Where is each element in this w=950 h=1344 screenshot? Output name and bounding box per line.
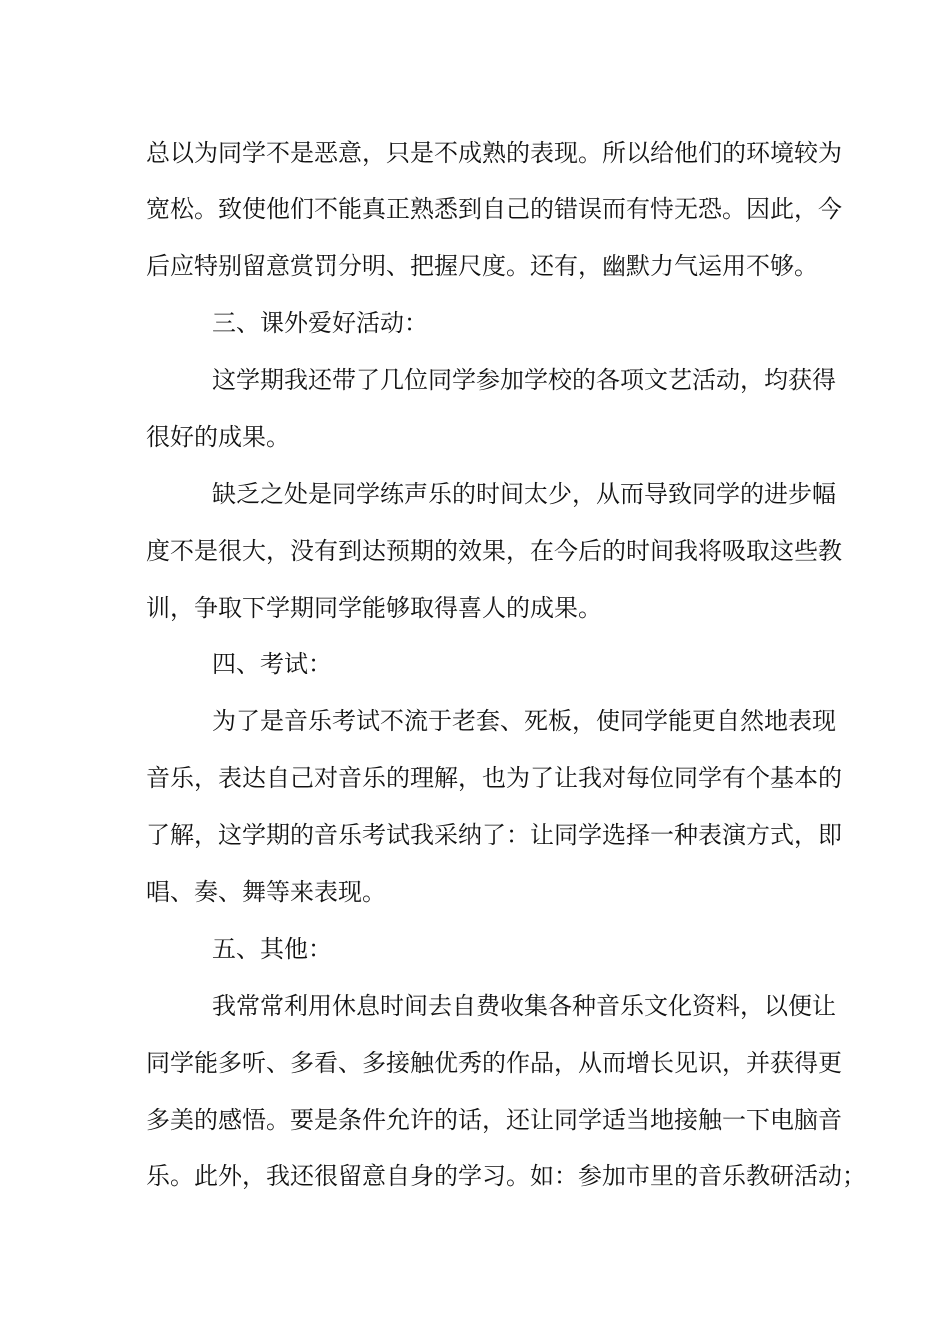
- text-line: 总以为同学不是恶意，只是不成熟的表现。所以给他们的环境较为: [146, 139, 842, 167]
- text-line: 唱、奏、舞等来表现。: [146, 878, 386, 906]
- text-line: 多美的感悟。要是条件允许的话，还让同学适当地接触一下电脑音: [146, 1106, 842, 1134]
- text-line: 了解，这学期的音乐考试我采纳了：让同学选择一种表演方式，即: [146, 821, 842, 849]
- text-line: 宽松。致使他们不能真正熟悉到自己的错误而有恃无恐。因此，今: [146, 195, 842, 223]
- text-line: 乐。此外，我还很留意自身的学习。如：参加市里的音乐教研活动；: [146, 1162, 866, 1190]
- text-line: 度不是很大，没有到达预期的效果，在今后的时间我将吸取这些教: [146, 537, 842, 565]
- section-heading: 四、考试：: [212, 650, 332, 678]
- text-line: 我常常利用休息时间去自费收集各种音乐文化资料，以便让: [212, 992, 836, 1020]
- text-line: 为了是音乐考试不流于老套、死板，使同学能更自然地表现: [212, 707, 836, 735]
- text-line: 训，争取下学期同学能够取得喜人的成果。: [146, 594, 602, 622]
- section-heading: 五、其他：: [212, 935, 332, 963]
- text-line: 缺乏之处是同学练声乐的时间太少，从而导致同学的进步幅: [212, 480, 836, 508]
- section-heading: 三、课外爱好活动：: [212, 309, 428, 337]
- text-line: 很好的成果。: [146, 423, 290, 451]
- text-line: 这学期我还带了几位同学参加学校的各项文艺活动，均获得: [212, 366, 836, 394]
- text-line: 同学能多听、多看、多接触优秀的作品，从而增长见识，并获得更: [146, 1049, 842, 1077]
- text-line: 音乐，表达自己对音乐的理解，也为了让我对每位同学有个基本的: [146, 764, 842, 792]
- text-line: 后应特别留意赏罚分明、把握尺度。还有，幽默力气运用不够。: [146, 252, 818, 280]
